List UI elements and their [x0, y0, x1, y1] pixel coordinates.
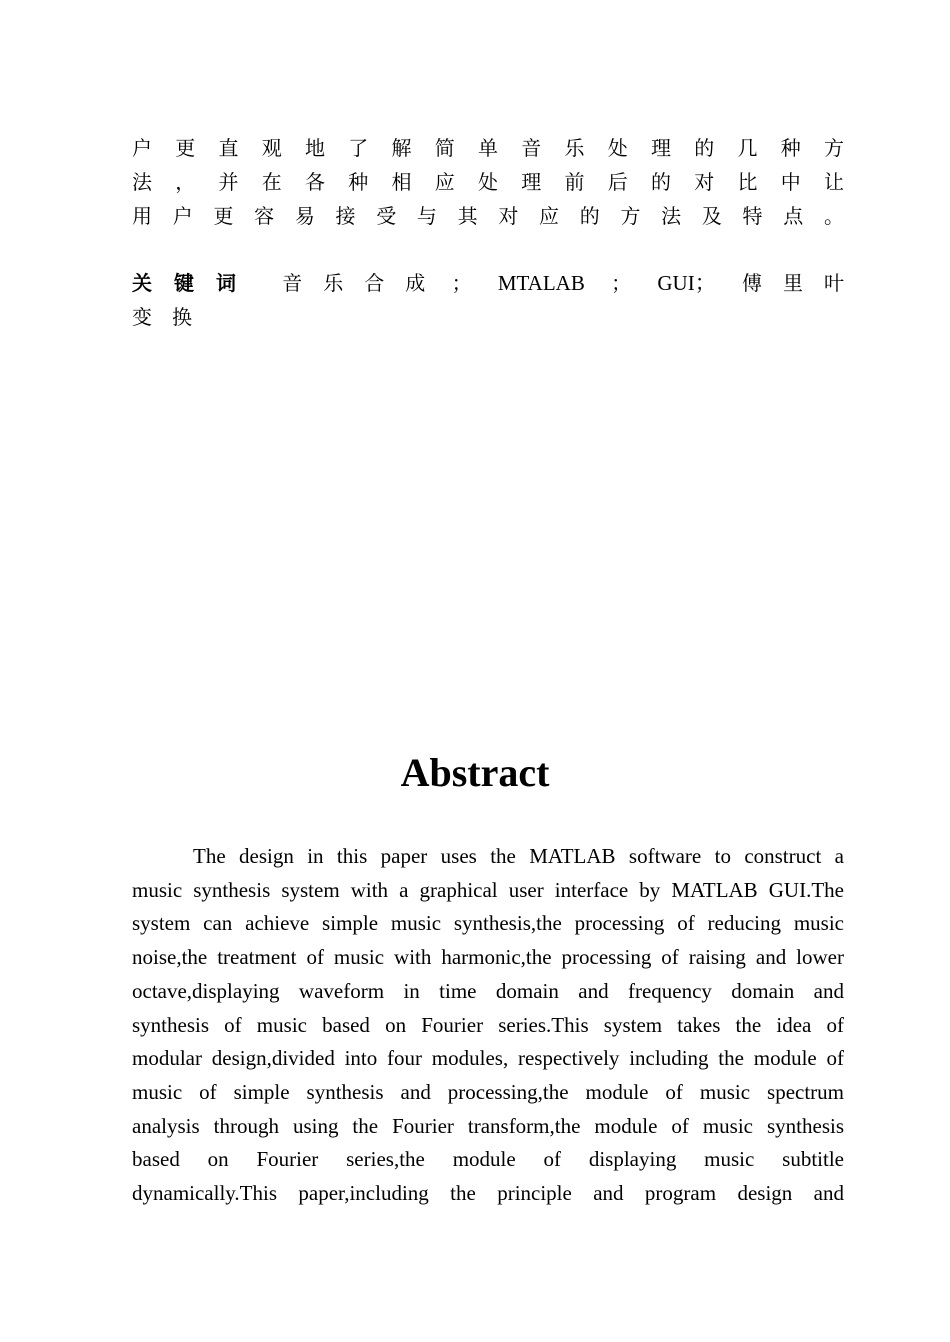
keywords-line-1: [132, 266, 844, 300]
keyword-mtalab: MTALAB: [497, 271, 585, 295]
keywords-label: 关 键 词: [132, 271, 236, 295]
abstract-body: [132, 840, 844, 1211]
keyword-separator-1: ；: [451, 271, 472, 295]
keywords-line-2: 变 换: [132, 305, 192, 329]
keyword-music-synthesis: 音 乐 合 成: [282, 271, 426, 295]
chinese-abstract-line-1: 户 更 直 观 地 了 解 简 单 音 乐 处 理 的 几 种 方: [132, 136, 844, 160]
abstract-line: synthesis of music based on Fourier series.This system takes the idea of: [132, 1012, 844, 1037]
keyword-gui: GUI；: [657, 271, 716, 295]
abstract-line: The design in this paper uses the MATLAB software to construct a: [193, 844, 844, 868]
abstract-line: music of simple synthesis and processing,the module of music spectrum: [132, 1079, 844, 1104]
abstract-line: music synthesis system with a graphical user interface by MATLAB GUI.The: [132, 877, 844, 902]
abstract-line: noise,the treatment of music with harmonic,the processing of raising and lower: [132, 945, 844, 970]
chinese-abstract-line-3: 用 户 更 容 易 接 受 与 其 对 应 的 方 法 及 特 点 。: [132, 204, 844, 228]
abstract-line: based on Fourier series,the module of displaying music subtitle: [132, 1147, 844, 1172]
chinese-abstract-line-2: 法 ， 并 在 各 种 相 应 处 理 前 后 的 对 比 中 让: [132, 170, 844, 194]
abstract-title: Abstract: [400, 750, 550, 795]
abstract-line: modular design,divided into four modules, respectively including the module of: [132, 1046, 844, 1071]
keyword-separator-2: ；: [611, 271, 632, 295]
abstract-line: system can achieve simple music synthesis,the processing of reducing music: [132, 911, 844, 936]
abstract-line: analysis through using the Fourier transform,the module of music synthesis: [132, 1113, 844, 1138]
abstract-line: dynamically.This paper,including the principle and program design and: [132, 1181, 844, 1206]
keyword-fourier: 傅 里 叶: [742, 271, 844, 295]
abstract-line: octave,displaying waveform in time domain and frequency domain and: [132, 978, 844, 1003]
